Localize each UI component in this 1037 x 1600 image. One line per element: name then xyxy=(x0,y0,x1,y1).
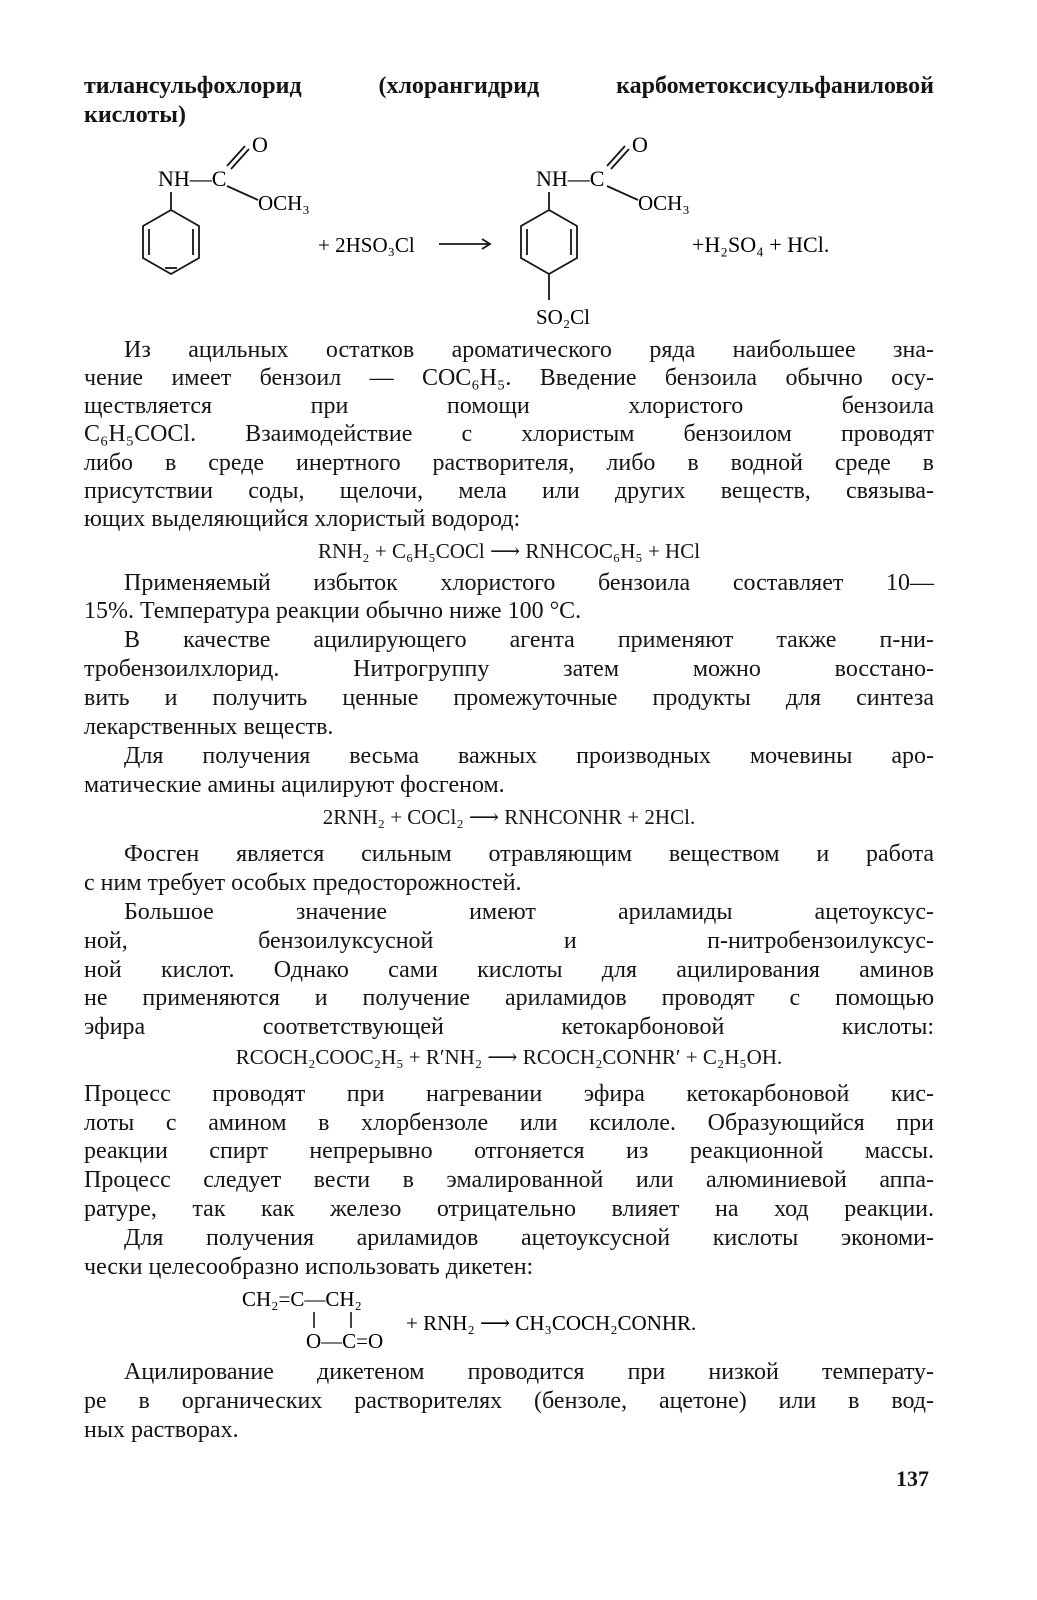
text-line: Фосген является сильным отравляющим веществом и работа xyxy=(124,841,934,867)
text-line: Процесс проводят при нагревании эфира кетокарбоновой кис- xyxy=(84,1081,934,1107)
text-line: Ацилирование дикетеном проводится при низкой температу- xyxy=(124,1359,934,1385)
text-line: 15%. Температура реакции обычно ниже 100 °C. xyxy=(84,598,582,624)
text-line: тробензоилхлорид. Нитрогруппу затем можно восстано- xyxy=(84,656,934,682)
text-line: ществляется при помощи хлористого бензоила xyxy=(84,393,934,419)
equation-ketoester: RCOCH₂COOC₂H₅ + R′NH₂ ⟶ RCOCH₂CONHR′ + C₂H₅OH. xyxy=(235,1045,783,1069)
text-line: лоты с амином в хлорбензоле или ксилоле. Образующийся при xyxy=(84,1110,934,1136)
equation-phosgene: 2RNH₂ + COCl₂ ⟶ RNHCONHR + 2HCl. xyxy=(322,805,696,829)
right-carbonyl-o: O xyxy=(632,132,648,157)
text-line: Большое значение имеют ариламиды ацетоуксус- xyxy=(124,899,934,925)
sulfochlorination-scheme xyxy=(120,128,920,340)
right-och3: OCH₃ xyxy=(638,191,690,215)
text-line: чение имеет бензоил — COC₆H₅. Введение бензоила обычно осу- xyxy=(84,365,934,391)
byproducts: +H₂SO₄ + HCl. xyxy=(692,232,830,257)
intro-line-2: кислоты) xyxy=(84,102,186,128)
text-line: ющих выделяющийся хлористый водород: xyxy=(84,506,521,532)
text-line: вить и получить ценные промежуточные продукты для синтеза xyxy=(84,685,934,711)
right-nh-c: NH—C xyxy=(536,166,605,191)
text-line: эфира соответствующей кетокарбоновой кислоты: xyxy=(84,1014,934,1040)
text-line: ре в органических растворителях (бензоле, ацетоне) или в вод- xyxy=(84,1388,934,1414)
text-line: В качестве ацилирующего агента применяют также п-ни- xyxy=(124,627,934,653)
text-line: Из ацильных остатков ароматического ряда наибольшее зна- xyxy=(124,337,934,363)
equation-benzoylation: RNH₂ + C₆H₅COCl ⟶ RNHCOC₆H₅ + HCl xyxy=(317,539,701,563)
text-line: ных растворах. xyxy=(84,1417,239,1443)
chlorosulfonic-acid: + 2HSO₃Cl xyxy=(318,233,415,257)
text-line: ратуре, так как железо отрицательно влияет на ход реакции. xyxy=(84,1196,934,1222)
text-line: чески целесообразно использовать дикетен: xyxy=(84,1254,534,1280)
text-line: C₆H₅COCl. Взаимодействие с хлористым бензоилом проводят xyxy=(84,421,934,447)
text-line: реакции спирт непрерывно отгоняется из реакционной массы. xyxy=(84,1138,934,1164)
text-line: Применяемый избыток хлористого бензоила составляет 10— xyxy=(124,570,934,596)
text-line: присутствии соды, щелочи, мела или других веществ, связыва- xyxy=(84,478,934,504)
left-och3: OCH₃ xyxy=(258,191,310,215)
sulfonyl-chloride-group: SO₂Cl xyxy=(536,305,591,329)
diketene-reaction: + RNH₂ ⟶ CH₃COCH₂CONHR. xyxy=(406,1311,697,1335)
text-line: Для получения ариламидов ацетоуксусной кислоты экономи- xyxy=(124,1225,934,1251)
text-line: ной кислот. Однако сами кислоты для ацилирования аминов xyxy=(84,957,934,983)
left-carbonyl-o: O xyxy=(252,132,268,157)
diketene-scheme xyxy=(230,1282,790,1356)
text-line: Процесс следует вести в эмалированной или алюминиевой аппа- xyxy=(84,1167,934,1193)
text-line: не применяются и получение ариламидов проводят с помощью xyxy=(84,985,934,1011)
intro-line-1: тилансульфохлорид (хлорангидрид карбометоксисульфаниловой xyxy=(84,73,934,99)
text-line: либо в среде инертного растворителя, либо в водной среде в xyxy=(84,450,934,476)
text-line: ной, бензоилуксусной и п-нитробензоилуксус- xyxy=(84,928,934,954)
left-nh-c: NH—C xyxy=(158,166,227,191)
text-line: лекарственных веществ. xyxy=(84,714,334,740)
diketene-bottom-row: O—C=O xyxy=(306,1329,384,1353)
page-number: 137 xyxy=(896,1466,929,1491)
text-line: с ним требует особых предосторожностей. xyxy=(84,870,522,896)
text-line: матические амины ацилируют фосгеном. xyxy=(84,772,505,798)
text-line: Для получения весьма важных производных мочевины аро- xyxy=(124,743,934,769)
diketene-top-row: CH₂=C—CH₂ xyxy=(242,1287,362,1311)
